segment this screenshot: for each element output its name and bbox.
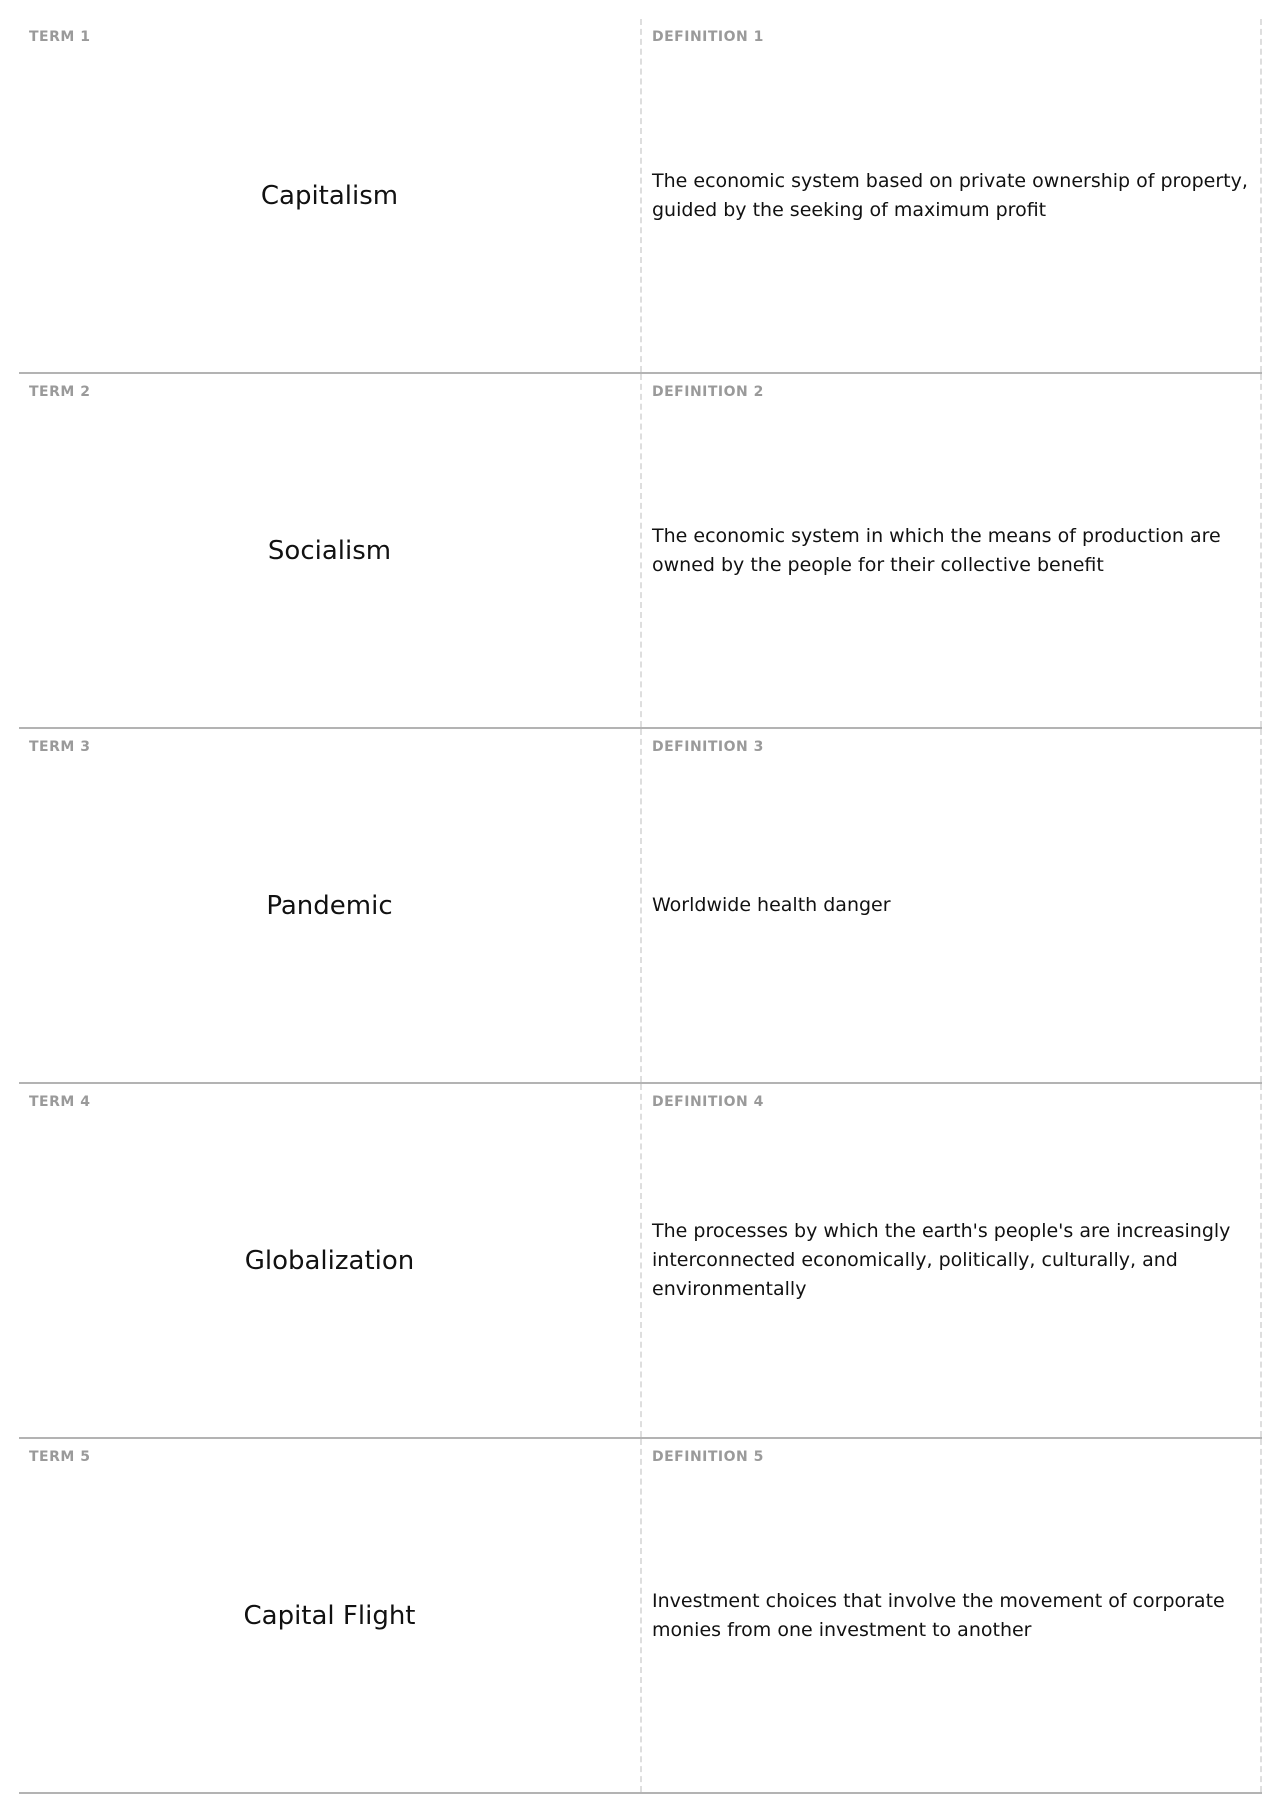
term-label: TERM 2 xyxy=(29,384,91,400)
flashcard-row xyxy=(19,1439,1262,1794)
term-cell xyxy=(19,1084,642,1437)
definition-cell xyxy=(642,1084,1262,1437)
term-label: TERM 4 xyxy=(29,1094,91,1110)
definition-label: DEFINITION 1 xyxy=(652,29,764,45)
term-label: TERM 3 xyxy=(29,739,91,755)
flashcard-row xyxy=(19,19,1262,374)
flashcard-row xyxy=(19,729,1262,1084)
term-cell xyxy=(19,374,642,727)
definition-label: DEFINITION 4 xyxy=(652,1094,764,1110)
term-text: Capital Flight xyxy=(243,1600,416,1631)
definition-text: The economic system based on private ownership of property, guided by the seeking of maximum profit xyxy=(652,169,1248,221)
flashcard-row xyxy=(19,1084,1262,1439)
definition-text: The processes by which the earth's people's are increasingly interconnected economically, politically, culturally, and environmentally xyxy=(652,1220,1231,1300)
definition-cell xyxy=(642,19,1262,372)
term-text: Capitalism xyxy=(260,180,399,211)
term-label: TERM 5 xyxy=(29,1449,91,1465)
term-cell xyxy=(19,729,642,1082)
flashcard-row xyxy=(19,374,1262,729)
definition-label: DEFINITION 3 xyxy=(652,739,764,755)
flashcard-sheet xyxy=(19,19,1262,1794)
term-text: Globalization xyxy=(244,1245,415,1276)
definition-cell xyxy=(642,729,1262,1082)
term-text: Socialism xyxy=(267,535,392,566)
definition-text: Investment choices that involve the movement of corporate monies from one investment to another xyxy=(652,1589,1225,1641)
definition-cell xyxy=(642,374,1262,727)
term-cell xyxy=(19,1439,642,1792)
term-label: TERM 1 xyxy=(29,29,91,45)
definition-text: The economic system in which the means of production are owned by the people for their collective benefit xyxy=(652,524,1221,576)
definition-text: Worldwide health danger xyxy=(652,894,891,916)
definition-cell xyxy=(642,1439,1262,1792)
definition-label: DEFINITION 2 xyxy=(652,384,764,400)
term-cell xyxy=(19,19,642,372)
term-text: Pandemic xyxy=(266,890,393,921)
definition-label: DEFINITION 5 xyxy=(652,1449,764,1465)
